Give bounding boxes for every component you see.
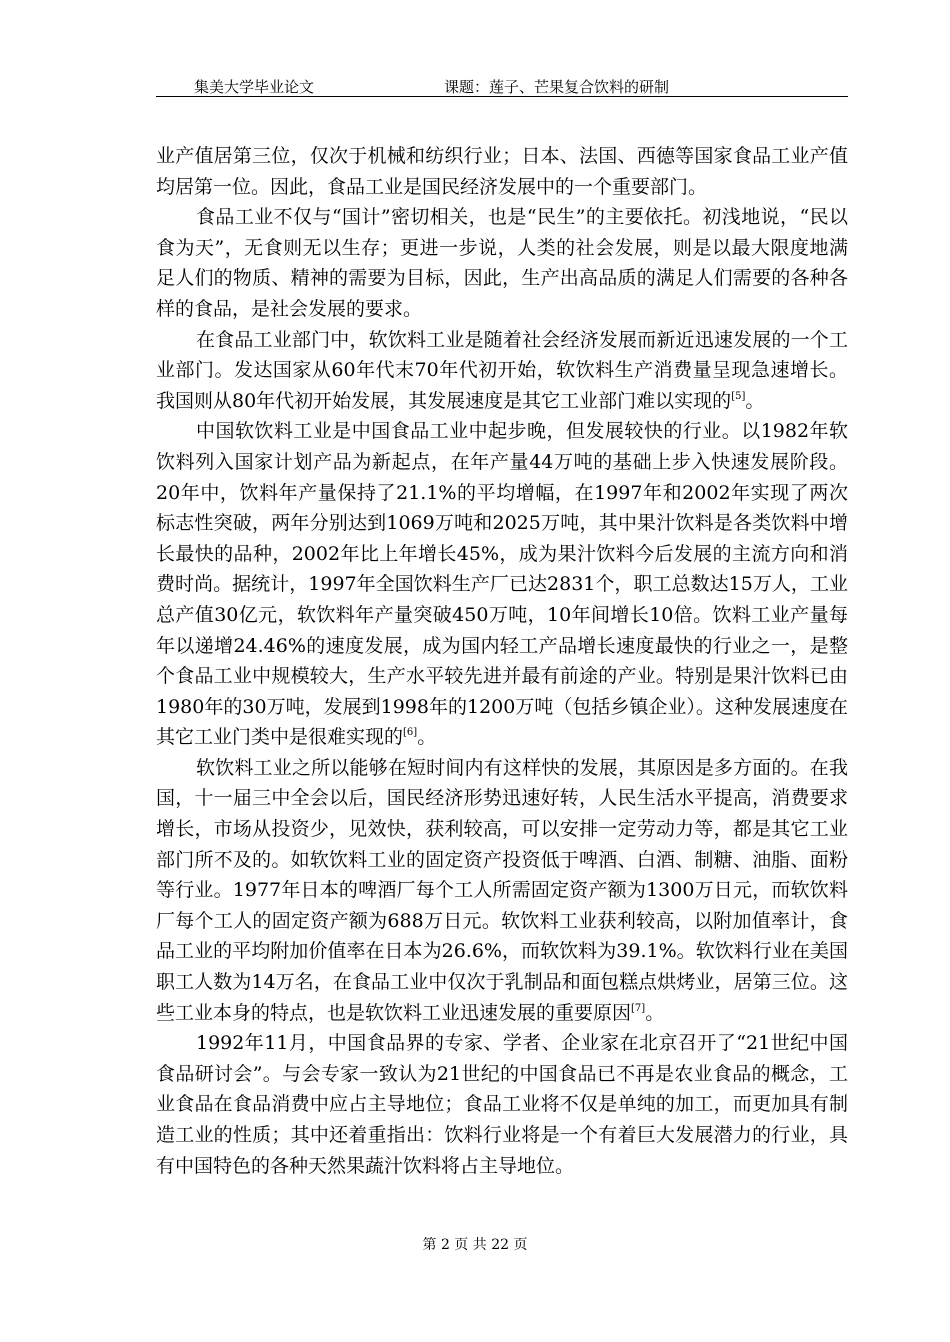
page-header [156,74,848,97]
paragraph-3-end: 。 [745,389,765,412]
header-school: 集美大学毕业论文 [194,78,315,96]
paragraph-4 [156,416,848,753]
citation-ref-7: [7] [631,1002,646,1014]
citation-ref-5: [5] [731,390,746,402]
paragraph-4-end: 。 [417,726,437,749]
paragraph-5-text: 软饮料工业之所以能够在短时间内有这样快的发展，其原因是多方面的。在我国，十一届三中全会以后，国民经济形势迅速好转，人民生活水平提高，消费要求增长，市场从投资少，见效快，获利较高，可以安排一定劳动力等，都是其它工业部门所不及的。如软饮料工业的固定资产投资低于啤酒、白酒、制糖、油脂、面粉等行业。1977年日本的啤酒厂每个工人所需固定资产额为1300万日元，而软饮料厂每个工人的固定资产额为688万日元。软饮料工业获利较高，以附加值率计，食品工业的平均附加价值率在日本为26.6%，而软饮料为39.1%。软饮料行业在美国职工人数为14万名，在食品工业中仅次于乳制品和面包糕点烘烤业，居第三位。这些工业本身的特点，也是软饮料工业迅速发展的重要原因 [156,756,848,1024]
body-text [156,141,848,1181]
paragraph-2 [156,202,848,324]
paragraph-3 [156,325,848,417]
paragraph-5-end: 。 [645,1001,665,1024]
page-number: 第 2 页 共 22 页 [422,1237,528,1253]
paragraph-6 [156,1028,848,1181]
paragraph-1 [156,141,848,202]
page-footer [0,1234,950,1254]
paragraph-2-text: 食品工业不仅与“国计”密切相关，也是“民生”的主要依托。初浅地说，“民以食为天”，无食则无以生存；更进一步说，人类的社会发展，则是以最大限度地满足人们的物质、精神的需要为目标，因此，生产出高品质的满足人们需要的各种各样的食品，是社会发展的要求。 [156,206,848,320]
paragraph-5 [156,753,848,1028]
paragraph-3-text: 在食品工业部门中，软饮料工业是随着社会经济发展而新近迅速发展的一个工业部门。发达国家从60年代末70年代初开始，软饮料生产消费量呈现急速增长。我国则从80年代初开始发展，其发展速度是其它工业部门难以实现的 [156,328,848,412]
paragraph-1-text: 业产值居第三位，仅次于机械和纺织行业；日本、法国、西德等国家食品工业产值均居第一位。因此，食品工业是国民经济发展中的一个重要部门。 [156,145,848,198]
citation-ref-6: [6] [403,727,418,739]
header-topic: 课题：莲子、芒果复合饮料的研制 [444,78,670,96]
paragraph-6-text: 1992年11月，中国食品界的专家、学者、企业家在北京召开了“21世纪中国食品研讨会”。与会专家一致认为21世纪的中国食品已不再是农业食品的概念，工业食品在食品消费中应占主导地位；食品工业将不仅是单纯的加工，而更加具有制造工业的性质；其中还着重指出：饮料行业将是一个有着巨大发展潜力的行业，具有中国特色的各种天然果蔬汁饮料将占主导地位。 [156,1032,848,1177]
paragraph-4-text: 中国软饮料工业是中国食品工业中起步晚，但发展较快的行业。以1982年软饮料列入国家计划产品为新起点，在年产量44万吨的基础上步入快速发展阶段。20年中，饮料年产量保持了21.1%的平均增幅，在1997年和2002年实现了两次标志性突破，两年分别达到1069万吨和2025万吨，其中果汁饮料是各类饮料中增长最快的品种，2002年比上年增长45%，成为果汁饮料今后发展的主流方向和消费时尚。据统计，1997年全国饮料生产厂已达2831个，职工总数达15万人，工业总产值30亿元，软饮料年产量突破450万吨，10年间增长10倍。饮料工业产量每年以递增24.46%的速度发展，成为国内轻工产品增长速度最快的行业之一，是整个食品工业中规模较大，生产水平较先进并最有前途的产业。特别是果汁饮料已由1980年的30万吨，发展到1998年的1200万吨（包括乡镇企业）。这种发展速度在其它工业门类中是很难实现的 [156,420,848,749]
